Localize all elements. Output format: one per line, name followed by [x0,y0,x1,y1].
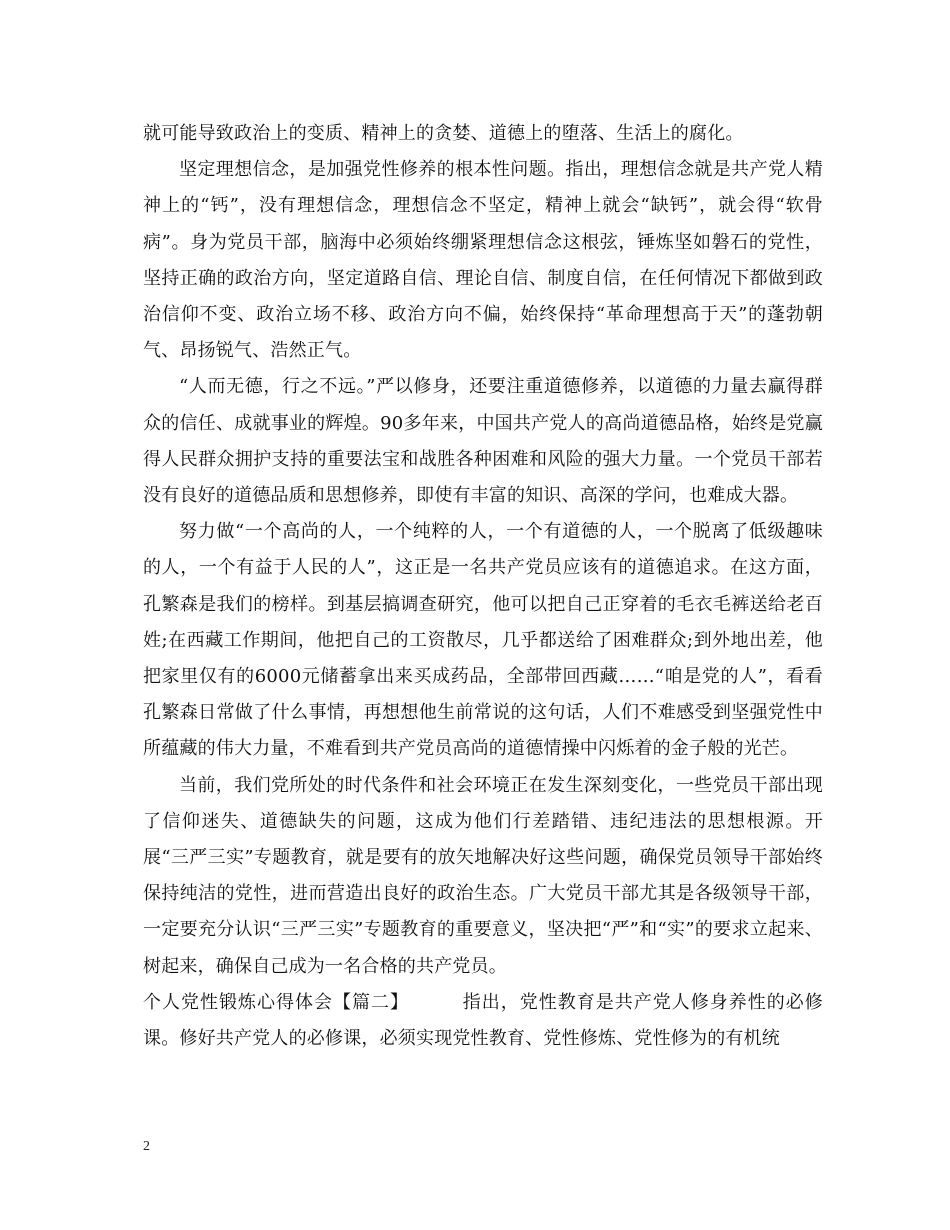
section-text: 指出，党性教育是共产党人修身养性的必修课。修好共产党人的必修课，必须实现党性教育、党性修炼、党性修为的有机统 [143,991,823,1050]
section-heading-gap [409,992,463,1013]
paragraph-2: 坚定理想信念，是加强党性修养的根本性问题。指出，理想信念就是共产党人精神上的“钙”，没有理想信念，理想信念不坚定，精神上就会“缺钙”，就会得“软骨病”。身为党员干部，脑海中必须始终绷紧理想信念这根弦，锤炼坚如磐石的党性，坚持正确的政治方向，坚定道路自信、理论自信、制度自信，在任何情况下都做到政治信仰不变、政治立场不移、政治方向不偏，始终保持“革命理想高于天”的蓬勃朝气、昂扬锐气、浩然正气。 [143,159,823,362]
paragraph-4: 努力做“一个高尚的人，一个纯粹的人，一个有道德的人，一个脱离了低级趣味的人，一个有益于人民的人”，这正是一名共产党员应该有的道德追求。在这方面，孔繁森是我们的榜样。到基层搞调查研究，他可以把自己正穿着的毛衣毛裤送给老百姓;在西藏工作期间，他把自己的工资散尽，几乎都送给了困难群众;到外地出差，他把家里仅有的6000元储蓄拿出来买成药品，全部带回西藏……“咱是党的人”，看看孔繁森日常做了什么事情，再想想他生前常说的这句话，人们不难感受到坚强党性中所蕴藏的伟大力量，不难看到共产党员高尚的道德情操中闪烁着的金子般的光芒。 [143,521,823,760]
paragraph-3: “人而无德，行之不远。”严以修身，还要注重道德修养，以道德的力量去赢得群众的信任、成就事业的辉煌。90多年来，中国共产党人的高尚道德品格，始终是党赢得人民群众拥护支持的重要法宝和战胜各种困难和风险的强大力量。一个党员干部若没有良好的道德品质和思想修养，即使有丰富的知识、高深的学问，也难成大器。 [143,376,823,507]
page-number: 2 [143,1139,150,1154]
paragraph-5: 当前，我们党所处的时代条件和社会环境正在发生深刻变化，一些党员干部出现了信仰迷失、道德缺失的问题，这成为他们行差踏错、违纪违法的思想根源。开展“三严三实”专题教育，就是要有的放矢地解决好这些问题，确保党员领导干部始终保持纯洁的党性，进而营造出良好的政治生态。广大党员干部尤其是各级领导干部，一定要充分认识“三严三实”专题教育的重要意义，坚决把“严”和“实”的要求立起来、树起来，确保自己成为一名合格的共产党员。 [143,774,823,977]
section-heading: 个人党性锻炼心得体会【篇二】 [143,991,409,1013]
document-body [143,116,823,1057]
paragraph-1: 就可能导致政治上的变质、精神上的贪婪、道德上的堕落、生活上的腐化。 [143,123,744,144]
section-paragraph [143,985,823,1057]
